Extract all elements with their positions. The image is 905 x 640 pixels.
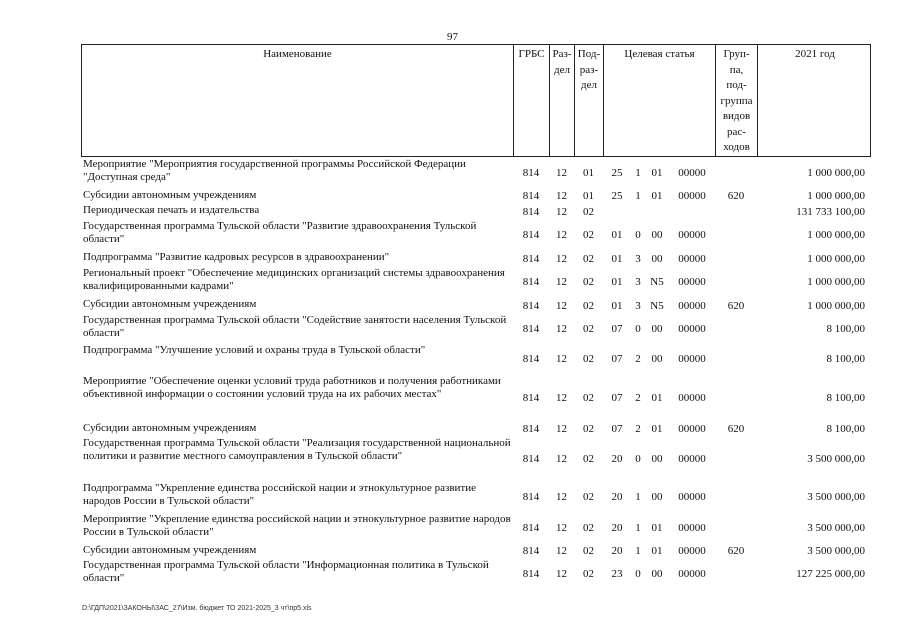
row-t4: 00000: [678, 491, 706, 503]
row-t2: 2: [635, 353, 641, 365]
row-vr: 620: [727, 300, 745, 312]
row-name: Субсидии автономным учреждениям: [83, 544, 257, 556]
row-pr: 02: [583, 276, 594, 288]
row-rz: 12: [556, 353, 567, 365]
row-name: Субсидии автономным учреждениям: [83, 189, 257, 201]
row-t4: 00000: [678, 323, 706, 335]
row-amount: 8 100,00: [826, 392, 865, 404]
table-row: [81, 219, 871, 250]
row-amount: 8 100,00: [826, 423, 865, 435]
row-t3: N5: [650, 300, 664, 312]
row-pr: 01: [583, 167, 594, 179]
row-grbs: 814: [522, 423, 540, 435]
row-amount: 1 000 000,00: [807, 167, 865, 179]
row-amount: 3 500 000,00: [807, 545, 865, 557]
row-pr: 02: [583, 545, 594, 557]
table-row: [81, 157, 871, 188]
row-name: Государственная программа Тульской области "Информационная политика в Тульской области": [83, 559, 489, 584]
row-t3: 01: [651, 545, 663, 557]
row-t2: 2: [635, 392, 641, 404]
row-t1: 25: [611, 190, 623, 202]
row-t1: 20: [611, 545, 623, 557]
row-amount: 3 500 000,00: [807, 522, 865, 534]
table-row: [81, 266, 871, 297]
row-rz: 12: [556, 423, 567, 435]
row-grbs: 814: [522, 300, 540, 312]
row-t2: 0: [635, 453, 641, 465]
table-row: [81, 313, 871, 343]
table-row: [81, 512, 871, 543]
row-t2: 1: [635, 522, 641, 534]
row-grbs: 814: [522, 453, 540, 465]
table-row: [81, 374, 871, 421]
page-number: 97: [447, 31, 458, 43]
row-amount: 131 733 100,00: [796, 206, 865, 218]
row-amount: 8 100,00: [826, 353, 865, 365]
row-rz: 12: [556, 276, 567, 288]
row-t4: 00000: [678, 353, 706, 365]
row-t1: 20: [611, 522, 623, 534]
row-grbs: 814: [522, 206, 540, 218]
row-grbs: 814: [522, 190, 540, 202]
row-pr: 02: [583, 353, 594, 365]
row-grbs: 814: [522, 545, 540, 557]
row-rz: 12: [556, 206, 567, 218]
row-t3: 00: [651, 323, 663, 335]
row-grbs: 814: [522, 522, 540, 534]
row-amount: 1 000 000,00: [807, 190, 865, 202]
row-name: Подпрограмма "Укрепление единства российской нации и этнокультурное развитие народов России в Тульской области": [83, 482, 477, 507]
row-rz: 12: [556, 568, 567, 580]
row-pr: 02: [583, 253, 594, 265]
row-t4: 00000: [678, 392, 706, 404]
row-rz: 12: [556, 522, 567, 534]
row-amount: 1 000 000,00: [807, 300, 865, 312]
row-t4: 00000: [678, 568, 706, 580]
table-row: [81, 343, 871, 374]
row-t1: 01: [611, 253, 623, 265]
header-target: Целевая статья: [604, 45, 716, 156]
row-pr: 02: [583, 323, 594, 335]
row-amount: 127 225 000,00: [796, 568, 865, 580]
row-t3: 00: [651, 453, 663, 465]
row-t1: 01: [611, 229, 623, 241]
row-t1: 01: [611, 300, 623, 312]
header-grbs: ГРБС: [514, 45, 550, 156]
row-amount: 3 500 000,00: [807, 453, 865, 465]
row-t3: N5: [650, 276, 664, 288]
row-grbs: 814: [522, 229, 540, 241]
table-row: [81, 250, 871, 266]
row-name: Подпрограмма "Развитие кадровых ресурсов в здравоохранении": [83, 251, 390, 263]
row-t3: 00: [651, 229, 663, 241]
row-t1: 07: [611, 392, 623, 404]
row-grbs: 814: [522, 568, 540, 580]
row-grbs: 814: [522, 353, 540, 365]
row-pr: 02: [583, 300, 594, 312]
row-t4: 00000: [678, 253, 706, 265]
row-t2: 0: [635, 229, 641, 241]
row-t3: 01: [651, 190, 663, 202]
row-rz: 12: [556, 491, 567, 503]
row-t1: 07: [611, 423, 623, 435]
row-pr: 02: [583, 568, 594, 580]
header-razdel: Раз- дел: [550, 45, 575, 156]
row-name: Государственная программа Тульской области "Реализация государственной национальной политики и развитие местного самоуправления в Тульской области": [83, 437, 511, 462]
row-name: Государственная программа Тульской области "Развитие здравоохранения Тульской области": [83, 220, 477, 245]
row-grbs: 814: [522, 323, 540, 335]
row-t3: 01: [651, 423, 663, 435]
row-t4: 00000: [678, 522, 706, 534]
row-pr: 02: [583, 491, 594, 503]
table-row: [81, 436, 871, 481]
row-t4: 00000: [678, 190, 706, 202]
table-row: [81, 297, 871, 313]
row-t1: 01: [611, 276, 623, 288]
row-t2: 1: [635, 190, 641, 202]
row-t4: 00000: [678, 229, 706, 241]
row-t4: 00000: [678, 453, 706, 465]
table-row: [81, 421, 871, 436]
row-pr: 02: [583, 453, 594, 465]
row-rz: 12: [556, 392, 567, 404]
row-t3: 01: [651, 522, 663, 534]
row-t1: 23: [611, 568, 623, 580]
row-name: Периодическая печать и издательства: [83, 204, 260, 216]
row-pr: 02: [583, 206, 594, 218]
row-t1: 07: [611, 353, 623, 365]
row-t3: 00: [651, 491, 663, 503]
row-rz: 12: [556, 253, 567, 265]
row-t1: 20: [611, 491, 623, 503]
row-t2: 3: [635, 276, 641, 288]
row-amount: 1 000 000,00: [807, 253, 865, 265]
row-grbs: 814: [522, 276, 540, 288]
row-rz: 12: [556, 300, 567, 312]
row-t3: 01: [651, 167, 663, 179]
row-t2: 3: [635, 300, 641, 312]
row-t2: 1: [635, 545, 641, 557]
row-name: Мероприятие "Мероприятия государственной программы Российской Федерации "Доступная среда": [83, 158, 466, 183]
row-t1: 20: [611, 453, 623, 465]
row-amount: 3 500 000,00: [807, 491, 865, 503]
row-grbs: 814: [522, 491, 540, 503]
row-amount: 1 000 000,00: [807, 276, 865, 288]
row-t2: 2: [635, 423, 641, 435]
row-rz: 12: [556, 229, 567, 241]
row-t3: 01: [651, 392, 663, 404]
row-name: Субсидии автономным учреждениям: [83, 298, 257, 310]
header-group: Груп- па, под- группа видов рас- ходов: [716, 45, 758, 156]
row-name: Мероприятие "Обеспечение оценки условий труда работников и получения работниками объективной информации о состоянии условий труда на их рабочих местах": [83, 375, 501, 400]
row-vr: 620: [727, 423, 745, 435]
row-amount: 8 100,00: [826, 323, 865, 335]
row-pr: 02: [583, 423, 594, 435]
row-t4: 00000: [678, 300, 706, 312]
row-grbs: 814: [522, 392, 540, 404]
row-name: Мероприятие "Укрепление единства российской нации и этнокультурное развитие народов России в Тульской области": [83, 513, 511, 538]
row-vr: 620: [727, 545, 745, 557]
row-pr: 02: [583, 229, 594, 241]
row-name: Региональный проект "Обеспечение медицинских организаций системы здравоохранения квалифицированными кадрами": [83, 267, 505, 292]
row-t3: 00: [651, 253, 663, 265]
table-row: [81, 558, 871, 589]
row-t1: 25: [611, 167, 623, 179]
row-rz: 12: [556, 323, 567, 335]
row-t2: 0: [635, 323, 641, 335]
row-vr: 620: [727, 190, 745, 202]
row-pr: 02: [583, 392, 594, 404]
table-row: [81, 203, 871, 219]
table-row: [81, 188, 871, 203]
row-t3: 00: [651, 353, 663, 365]
row-pr: 02: [583, 522, 594, 534]
row-grbs: 814: [522, 167, 540, 179]
row-t4: 00000: [678, 545, 706, 557]
table-row: [81, 543, 871, 558]
row-t2: 0: [635, 568, 641, 580]
row-t2: 1: [635, 491, 641, 503]
row-t4: 00000: [678, 167, 706, 179]
row-rz: 12: [556, 167, 567, 179]
row-t1: 07: [611, 323, 623, 335]
row-t2: 3: [635, 253, 641, 265]
table-row: [81, 481, 871, 512]
row-t2: 1: [635, 167, 641, 179]
row-name: Государственная программа Тульской области "Содействие занятости населения Тульской области": [83, 314, 507, 339]
header-year: 2021 год: [795, 48, 835, 60]
row-rz: 12: [556, 545, 567, 557]
footer-path: D:\ГДП\2021\ЗАКОНЫ\ЗАС_27\Изм. бюджет ТО 2021-2025_3 чт\пр5.xls: [82, 605, 312, 612]
row-name: Субсидии автономным учреждениям: [83, 422, 257, 434]
row-name: Подпрограмма "Улучшение условий и охраны труда в Тульской области": [83, 344, 426, 356]
row-pr: 01: [583, 190, 594, 202]
row-t3: 00: [651, 568, 663, 580]
row-grbs: 814: [522, 253, 540, 265]
row-rz: 12: [556, 190, 567, 202]
table-header: [81, 44, 871, 157]
row-amount: 1 000 000,00: [807, 229, 865, 241]
row-rz: 12: [556, 453, 567, 465]
header-podrazdel: Под- раз- дел: [575, 45, 604, 156]
row-t4: 00000: [678, 276, 706, 288]
row-t4: 00000: [678, 423, 706, 435]
header-name: Наименование: [82, 45, 514, 156]
